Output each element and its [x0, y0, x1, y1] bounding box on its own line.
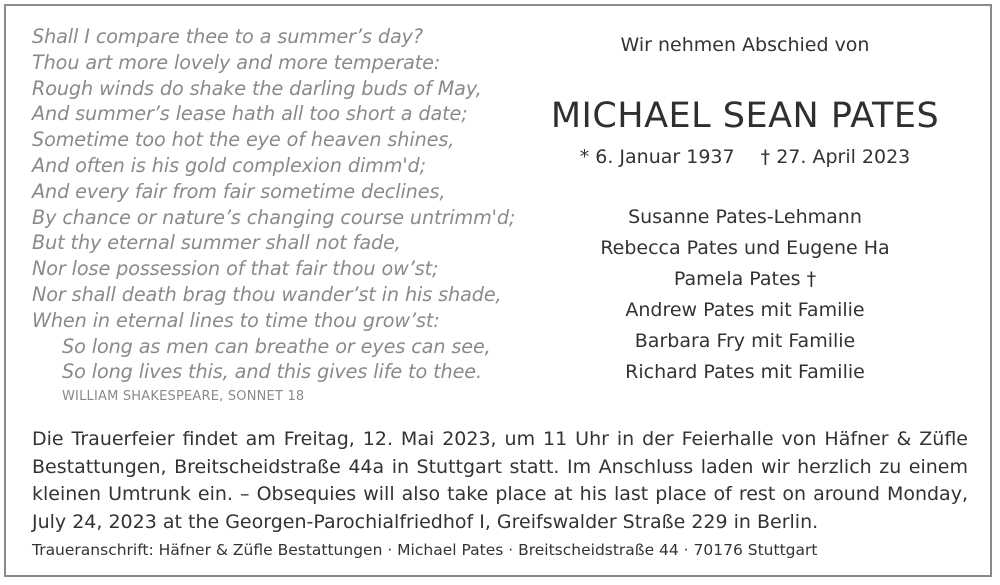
poem-line: And summer’s lease hath all too short a date;	[32, 102, 468, 126]
death-date: † 27. April 2023	[760, 146, 911, 168]
poem-line: Nor lose possession of that fair thou ow’st;	[32, 257, 439, 281]
poem-couplet-line: So long as men can breathe or eyes can see,	[62, 334, 491, 358]
mourner-item: Pamela Pates †	[673, 268, 817, 290]
poem-line: And often is his gold complexion dimm'd;	[32, 153, 426, 177]
poem-line: Sometime too hot the eye of heaven shines,	[32, 128, 455, 152]
poem-line: When in eternal lines to time thou grow’st:	[32, 308, 440, 332]
poem-line: And every fair from fair sometime declines,	[32, 179, 446, 203]
mourners-list	[520, 202, 970, 388]
mourner-item: Andrew Pates mit Familie	[625, 299, 865, 321]
poem-line: Shall I compare thee to a summer’s day?	[32, 25, 423, 48]
mourner-item: Richard Pates mit Familie	[625, 361, 865, 383]
birth-date: * 6. Januar 1937	[579, 146, 735, 168]
poem-line: Thou art more lovely and more temperate:	[32, 50, 441, 74]
poem-attribution: WILLIAM SHAKESPEARE, SONNET 18	[62, 389, 305, 404]
mourner-item: Susanne Pates-Lehmann	[628, 206, 862, 228]
farewell-intro: Wir nehmen Abschied von	[620, 34, 870, 56]
sonnet-poem	[32, 24, 552, 385]
poem-couplet-line: So long lives this, and this gives life to thee.	[62, 360, 483, 384]
mourner-item: Barbara Fry mit Familie	[634, 330, 856, 352]
poem-line: Nor shall death brag thou wander’st in his shade,	[32, 282, 502, 306]
funeral-notice: Die Trauerfeier findet am Freitag, 12. Mai 2023, um 11 Uhr in der Feierhalle von Häfner & Züfle Bestattungen, Breitscheidstraße 44a in Stuttgart statt. Im Anschluss laden wir herzlich zu einem kleinen Umtrunk ein. – Obsequies will also take place at his last place of rest on around Monday, July 24, 2023 at the Georgen-Parochialfriedhof I, Greifswalder Straße 229 in Berlin.	[32, 428, 968, 533]
poem-line: By chance or nature’s changing course untrimm'd;	[32, 205, 516, 229]
life-dates	[520, 146, 970, 168]
deceased-name: MICHAEL SEAN PATES	[550, 96, 940, 136]
poem-line: But thy eternal summer shall not fade,	[32, 231, 401, 255]
mourner-item: Rebecca Pates und Eugene Ha	[600, 237, 890, 259]
poem-line: Rough winds do shake the darling buds of May,	[32, 76, 482, 100]
mourning-address: Traueranschrift: Häfner & Züfle Bestattungen · Michael Pates · Breitscheidstraße 44 · 70176 Stuttgart	[32, 541, 818, 559]
